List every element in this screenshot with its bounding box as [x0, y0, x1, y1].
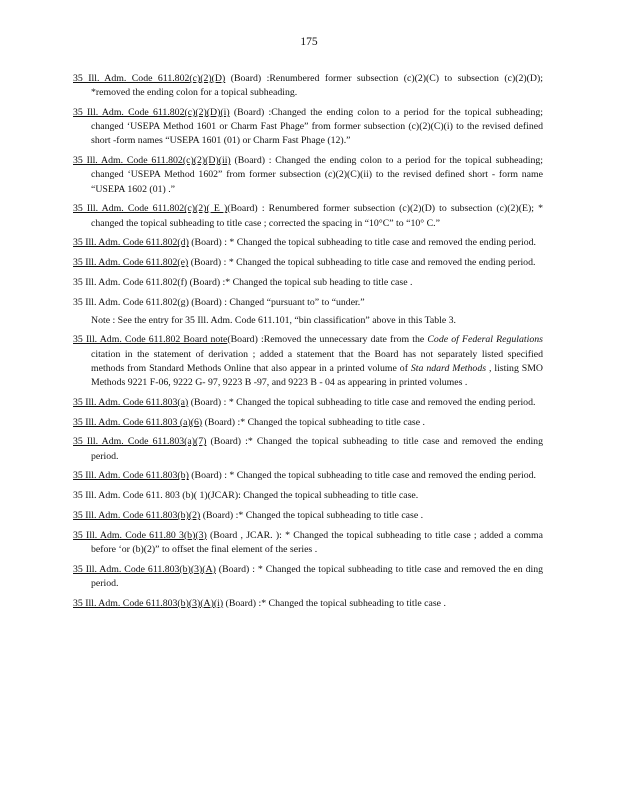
entry-text: (Board) :Removed the unnecessary date from the [227, 334, 428, 346]
entry-text: (Board) : * Changed the topical subheading to title case and removed the ending period. [188, 237, 536, 249]
citation: 35 Ill. Adm. Code 611.802(c)(2)(D)(i) [73, 107, 230, 118]
entry-text: (Board) : * Changed the topical subheading to title case and removed the ending period. [188, 257, 536, 269]
entry-text: (Board) :Renumbered former subsection (c)(2)(C) to subsection (c)(2)(D); *removed the ending colon for a topical subheading. [91, 73, 543, 99]
citation: 35 Ill. Adm. Code 611.803(a)(7) [73, 436, 207, 448]
citation: 35 Ill. Adm. Code 611.802(c)(2)(D)(ii) [73, 155, 231, 167]
entry-611-803-a-6 [73, 416, 543, 430]
entry-text: 35 Ill. Adm. Code 611.802(g) (Board) : Changed “pursuant to” to “under.” [73, 296, 365, 308]
entry-text: , listing SMO Methods 9221 F-06, 9222 G- 97, 9223 B -97, and 9223 B - 04 as appearing in printed volumes . [91, 362, 544, 388]
citation: 35 Ill. Adm. Code 611.803 (a)(6) [73, 416, 203, 428]
entry-611-802-d [73, 236, 543, 250]
note: Note : See the entry for 35 Ill. Adm. Code 611.101, “bin classification” above in this Table 3. [91, 314, 456, 326]
page-number: 175 [300, 36, 318, 48]
entry-text: (Board) : * Changed the topical subheading to title case and removed the ending period. [188, 470, 536, 482]
amendment-entries [73, 72, 543, 617]
entry-611-803-b-3 [73, 529, 543, 557]
entry-text: (Board , JCAR. ): * Changed the topical subheading to title case ; added a comma before ‘or (b)(2)” to offset the final element of the series . [91, 529, 544, 555]
entry-611-802-board-note [73, 333, 543, 390]
entry-611-802-c-2-D [73, 72, 543, 100]
citation: 35 Ill. Adm. Code 611.803(b)(3)(A)(i) [73, 597, 224, 609]
entry-text: (Board) :* Changed the topical subheading to title case . [200, 509, 424, 521]
citation: 35 Ill. Adm. Code 611.802(d) [73, 237, 189, 249]
entry-text: (Board) : * Changed the topical subheading to title case and removed the en ding period. [91, 563, 544, 589]
entry-611-802-c-2-D-i [73, 106, 543, 149]
entry-611-803-b-3-A-i [73, 597, 543, 611]
entry-611-802-g [73, 296, 543, 310]
citation: 35 Ill. Adm. Code 611.803(a) [73, 396, 189, 408]
entry-text: (Board) :* Changed the topical subheading to title case and removed the ending period. [91, 436, 543, 462]
entry-text: 35 Ill. Adm. Code 611. 803 (b)( 1)(JCAR): Changed the topical subheading to title case. [73, 490, 419, 502]
entry-text: (Board) : * Changed the topical subheading to title case and removed the ending period. [188, 396, 536, 408]
citation: 35 Ill. Adm. Code 611.803(b) [73, 470, 189, 482]
citation: 35 Ill. Adm. Code 611.803(b)(3)(A) [73, 563, 216, 575]
entry-611-803-b-3-A [73, 563, 543, 591]
entry-text: (Board) : Changed the ending colon to a period for the topical subheading; changed ‘USEPA Method 1602” from former subsection (c)(2)(C)(ii) to the revised defined short - form name “USEPA 1602 (01) .” [91, 155, 543, 195]
entry-611-803-a [73, 396, 543, 410]
standard-methods-title: Sta ndard Methods [410, 362, 487, 374]
entry-611-802-f [73, 276, 543, 290]
citation: 35 Ill. Adm. Code 611.80 3(b)(3) [73, 529, 207, 541]
entry-611-803-b-1 [73, 489, 543, 503]
citation: 35 Ill. Adm. Code 611.802 Board note [73, 334, 228, 346]
entry-text: (Board) :* Changed the topical subheading to title case . [202, 416, 425, 428]
entry-611-802-c-2-D-ii [73, 154, 543, 197]
entry-611-803-a-7 [73, 435, 543, 463]
entry-text: (Board) :* Changed the topical subheading to title case . [223, 597, 446, 609]
cfr-title: Code of Federal Regulations [427, 334, 543, 346]
citation: 35 Ill. Adm. Code 611.803(b)(2) [73, 509, 201, 521]
citation: 35 Ill. Adm. Code 611.802(c)(2)( E ) [73, 203, 228, 215]
entry-text: (Board) : Renumbered former subsection (c)(2)(D) to subsection (c)(2)(E); * changed the topical subheading to title case ; corrected the spacing in “10°C” to “10° C.” [91, 203, 543, 229]
entry-text: (Board) :Changed the ending colon to a period for the topical subheading; changed ‘USEPA Method 1601 or Charm Fast Phage” from former subsection (c)(2)(C)(i) to the revised defined short -form names “USEPA 1601 (01) or Charm Fast Phage (12).” [91, 107, 543, 147]
entry-611-802-e [73, 256, 543, 270]
entry-text: citation in the statement of derivation ; added a statement that the Board has not separately listed specified methods from Standard Methods Online that also appear in a printed volume of [91, 348, 543, 374]
entry-text: 35 Ill. Adm. Code 611.802(f) (Board) :* Changed the topical sub heading to title case . [73, 277, 413, 288]
entry-611-803-b [73, 469, 543, 483]
entry-611-802-c-2-E [73, 202, 543, 230]
citation: 35 Ill. Adm. Code 611.802(c)(2)(D) [73, 73, 226, 84]
entry-611-803-b-2 [73, 509, 543, 523]
citation: 35 Ill. Adm. Code 611.802(e) [73, 257, 189, 269]
